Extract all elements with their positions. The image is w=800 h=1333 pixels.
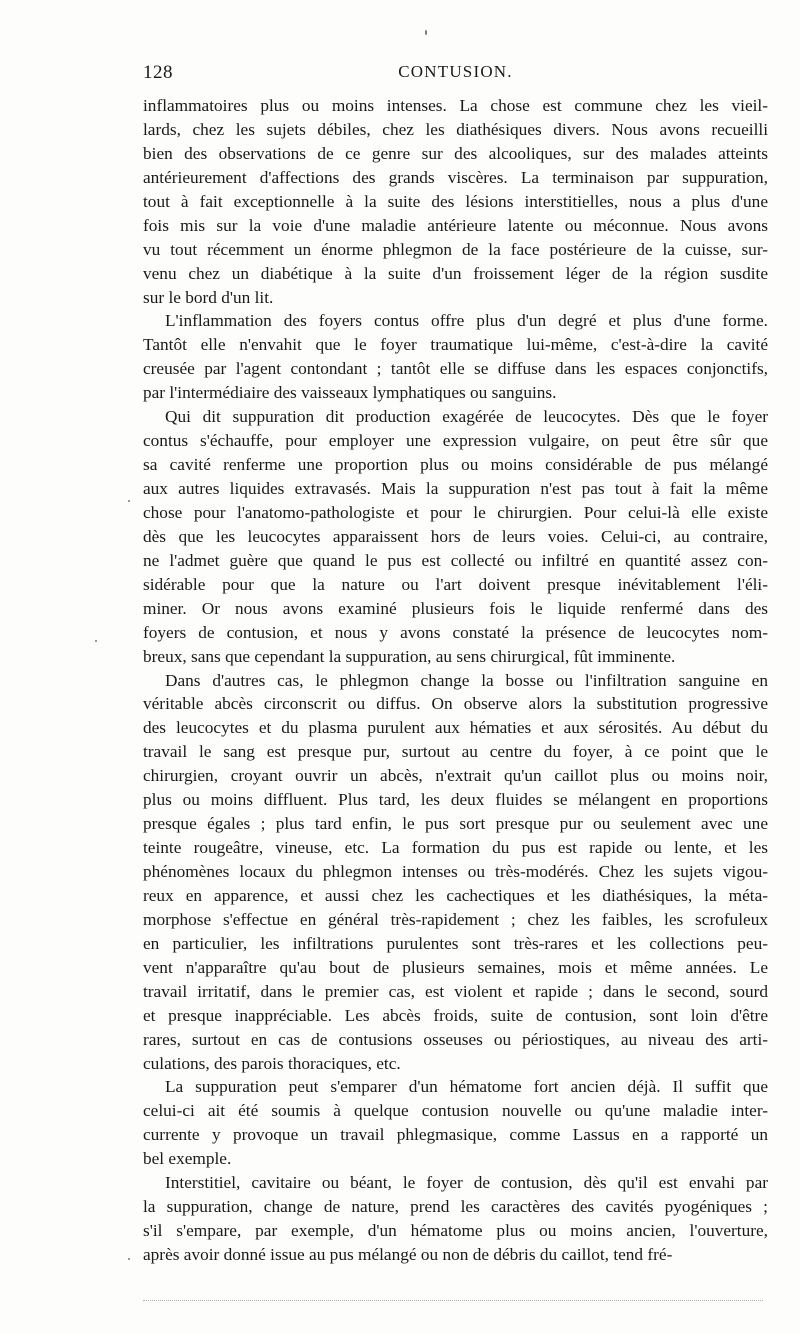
text-line: Tantôt elle n'envahit que le foyer traumatique lui-même, c'est-à-dire la cavité	[143, 335, 768, 355]
text-line: par l'intermédiaire des vaisseaux lymphatiques ou sanguins.	[143, 383, 557, 403]
text-line: breux, sans que cependant la suppuration, au sens chirurgical, fût imminente.	[143, 646, 676, 666]
text-line: inflammatoires plus ou moins intenses. La chose est commune chez les vieil-	[143, 96, 768, 115]
text-line: tout à fait exceptionnelle à la suite des lésions interstitielles, nous a plus d'une	[143, 191, 768, 211]
paragraph	[143, 94, 768, 309]
print-speck	[128, 500, 130, 502]
paragraph	[143, 309, 768, 405]
text-line: reux en apparence, et aussi chez les cachectiques et les diathésiques, la méta-	[143, 885, 768, 905]
text-line: creusée par l'agent contondant ; tantôt elle se diffuse dans les espaces conjonctifs,	[143, 359, 768, 379]
text-line: antérieurement d'affections des grands viscères. La terminaison par suppuration,	[143, 167, 768, 187]
text-line: sa cavité renferme une proportion plus ou moins considérable de pus mélangé	[143, 455, 768, 475]
text-line: fois mis sur la voie d'une maladie antérieure latente ou méconnue. Nous avons	[143, 215, 768, 235]
body-text	[143, 94, 768, 1267]
text-line: vent n'apparaître qu'au bout de plusieurs semaines, mois et même années. Le	[143, 957, 768, 977]
text-line: La suppuration peut s'emparer d'un hématome fort ancien déjà. Il suffit que	[165, 1077, 768, 1097]
text-line: sur le bord d'un lit.	[143, 287, 274, 307]
text-line: culations, des parois thoraciques, etc.	[143, 1053, 401, 1073]
text-line: bien des observations de ce genre sur des alcooliques, sur des malades atteints	[143, 143, 768, 163]
text-line: L'inflammation des foyers contus offre plus d'un degré et plus d'une forme.	[165, 311, 768, 331]
text-line: teinte rougeâtre, vineuse, etc. La formation du pus est rapide ou lente, et les	[143, 838, 768, 858]
text-line: Qui dit suppuration dit production exagérée de leucocytes. Dès que le foyer	[165, 407, 768, 427]
text-line: travail irritatif, dans le premier cas, est violent et rapide ; dans le second, sourd	[143, 981, 768, 1001]
text-line: currente y provoque un travail phlegmasique, comme Lassus en a rapporté un	[143, 1125, 768, 1145]
text-line: chirurgien, croyant ouvrir un abcès, n'extrait qu'un caillot plus ou moins noir,	[143, 766, 768, 786]
text-line: la suppuration, change de nature, prend les caractères des cavités pyogéniques ;	[143, 1197, 768, 1217]
text-line: aux autres liquides extravasés. Mais la suppuration n'est pas tout à fait la même	[143, 479, 768, 498]
text-line: foyers de contusion, et nous y avons constaté la présence de leucocytes nom-	[143, 622, 768, 642]
text-line: après avoir donné issue au pus mélangé ou non de débris du caillot, tend fré-	[143, 1245, 673, 1264]
text-line: rares, surtout en cas de contusions osseuses ou périostiques, au niveau des arti-	[143, 1029, 768, 1049]
print-speck	[128, 1258, 130, 1260]
text-line: morphose s'effectue en général très-rapidement ; chez les faibles, les scrofuleux	[143, 909, 768, 929]
text-line: Interstitiel, cavitaire ou béant, le foyer de contusion, dès qu'il est envahi par	[165, 1173, 768, 1193]
paragraph	[143, 405, 768, 668]
print-speck	[95, 640, 97, 642]
text-line: bel exemple.	[143, 1149, 232, 1169]
page-header	[143, 62, 768, 88]
paragraph	[143, 1075, 768, 1171]
text-line: venu chez un diabétique à la suite d'un froissement léger de la région susdite	[143, 263, 768, 283]
text-line: lards, chez les sujets débiles, chez les diathésiques divers. Nous avons recueilli	[143, 119, 768, 139]
text-line: plus ou moins diffluent. Plus tard, les deux fluides se mélangent en proportions	[143, 790, 768, 810]
page-number: 128	[143, 62, 173, 83]
text-line: contus s'échauffe, pour employer une expression vulgaire, on peut être sûr que	[143, 431, 768, 451]
text-line: presque égales ; plus tard enfin, le pus sort presque pur ou seulement avec une	[143, 814, 768, 834]
running-head: CONTUSION.	[398, 62, 513, 81]
text-line: celui-ci ait été soumis à quelque contusion nouvelle ou qu'une maladie inter-	[143, 1101, 768, 1121]
text-line: des leucocytes et du plasma purulent aux hématies et aux sérosités. Au début du	[143, 718, 768, 738]
text-line: phénomènes locaux du phlegmon intenses ou très-modérés. Chez les sujets vigou-	[143, 862, 768, 881]
text-line: dès que les leucocytes apparaissent hors de leurs voies. Celui-ci, au contraire,	[143, 526, 768, 546]
text-line: s'il s'empare, par exemple, d'un hématome plus ou moins ancien, l'ouverture,	[143, 1221, 768, 1241]
text-line: Dans d'autres cas, le phlegmon change la bosse ou l'infiltration sanguine en	[165, 670, 768, 690]
print-speck	[425, 30, 427, 35]
paragraph	[143, 669, 768, 1076]
text-line: et presque inappréciable. Les abcès froids, suite de contusion, sont loin d'être	[143, 1005, 768, 1025]
text-line: travail le sang est presque pur, surtout au centre du foyer, à ce point que le	[143, 742, 768, 762]
text-line: chose pour l'anatomo-pathologiste et pour le chirurgien. Pour celui-là elle existe	[143, 502, 768, 522]
text-line: vu tout récemment un énorme phlegmon de la face postérieure de la cuisse, sur-	[143, 239, 768, 259]
text-line: en particulier, les infiltrations purulentes sont très-rares et les collections peu-	[143, 933, 768, 953]
text-line: ne l'admet guère que quand le pus est collecté ou infiltré en quantité assez con-	[143, 550, 768, 570]
text-line: miner. Or nous avons examiné plusieurs fois le liquide renfermé dans des	[143, 598, 768, 618]
text-line: véritable abcès circonscrit ou diffus. On observe alors la substitution progressive	[143, 694, 768, 714]
paragraph	[143, 1171, 768, 1267]
footer-dotted-rule	[143, 1300, 763, 1301]
text-line: sidérable pour que la nature ou l'art doivent presque inévitablement l'éli-	[143, 574, 768, 594]
